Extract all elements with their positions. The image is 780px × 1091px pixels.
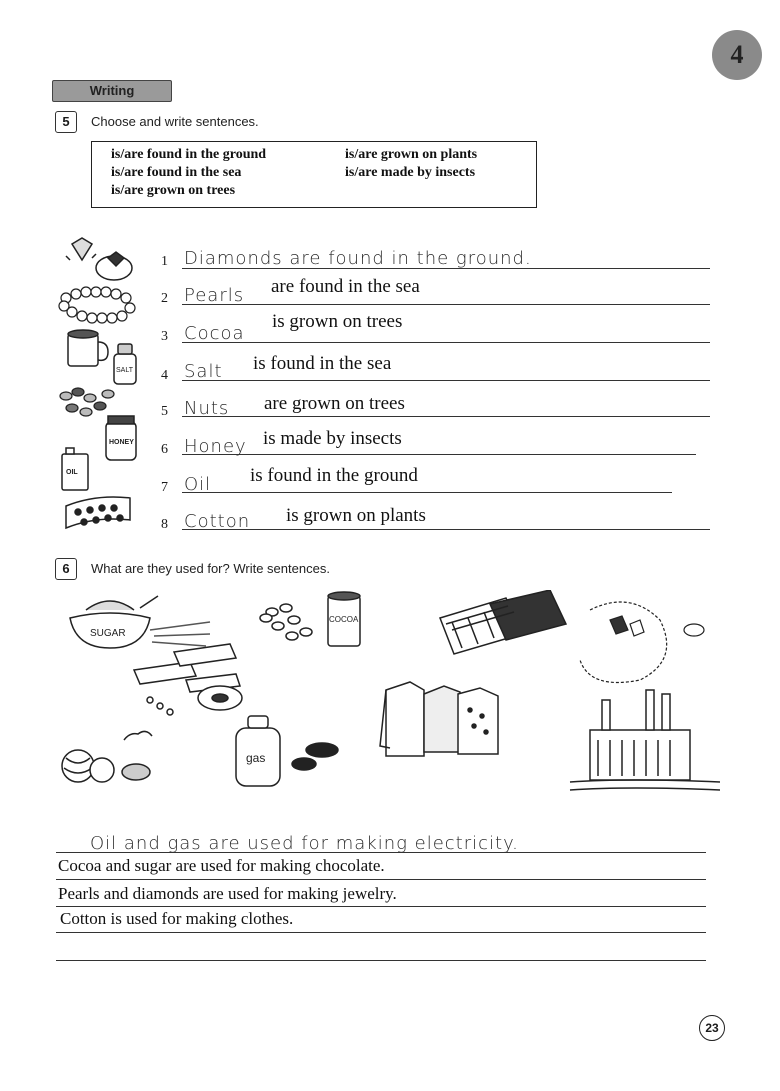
answer-line: [182, 380, 710, 381]
salt-label: SALT: [116, 367, 133, 374]
answer-line: [182, 268, 710, 269]
item-noun: Nuts: [184, 398, 230, 419]
exercise-6-illustrations: [50, 590, 720, 800]
item-number: 1: [161, 254, 168, 269]
answer-text[interactable]: is found in the ground: [250, 465, 418, 486]
phrase: is/are found in the sea: [111, 165, 242, 180]
item-noun: Honey: [184, 436, 247, 457]
answer-line: [56, 932, 706, 933]
item-number: 8: [161, 517, 168, 532]
section-tag: Writing: [52, 80, 172, 102]
answer-line: [56, 852, 706, 853]
exercise-6-instruction: What are they used for? Write sentences.: [91, 561, 330, 576]
jewelry-necklace-icon: [580, 602, 704, 683]
answer-text[interactable]: is grown on trees: [272, 311, 403, 332]
answer-text[interactable]: Cotton is used for making clothes.: [60, 909, 294, 928]
unit-badge: [712, 30, 762, 80]
phrase: is/are grown on trees: [111, 183, 236, 198]
phrase: is/are grown on plants: [345, 147, 478, 162]
honey-label: HONEY: [109, 439, 134, 446]
power-station-icon: [570, 690, 720, 790]
answer-text[interactable]: is found in the sea: [253, 353, 392, 374]
answer-line: [56, 906, 706, 907]
item-number: 6: [161, 442, 168, 457]
sugar-label: SUGAR: [90, 628, 126, 639]
exercise-6-number: 6: [55, 558, 77, 580]
cotton-fabric-icon: [66, 497, 130, 528]
chocolate-bar-icon: [440, 590, 566, 654]
phrase: is/are found in the ground: [111, 147, 267, 162]
honey-jar-icon: [106, 416, 136, 460]
answer-line: [56, 960, 706, 961]
item-noun: Salt: [184, 361, 223, 382]
item-noun: Pearls: [184, 285, 245, 306]
answer-line: [182, 529, 710, 530]
cocoa-tin-icon: [260, 592, 360, 646]
item-number: 3: [161, 329, 168, 344]
answer-text[interactable]: Pearls and diamonds are used for making jewelry.: [58, 884, 397, 903]
exercise-5-illustrations: [52, 236, 144, 546]
answer-text[interactable]: is grown on plants: [286, 505, 426, 526]
answer-text[interactable]: Cocoa and sugar are used for making chocolate.: [58, 856, 385, 875]
item-noun: Cocoa: [184, 323, 245, 344]
item-noun: Oil: [184, 474, 212, 495]
page-number: 23: [699, 1015, 725, 1041]
answer-line: [182, 416, 710, 417]
gas-label: gas: [246, 751, 266, 765]
salt-shaker-icon: [114, 344, 136, 384]
sugar-bowl-icon: [70, 596, 210, 648]
item-number: 5: [161, 404, 168, 419]
gas-canister-icon: [236, 716, 338, 786]
oil-can-icon: [62, 448, 88, 490]
yarn-icon: [62, 731, 152, 782]
answer-text[interactable]: are grown on trees: [264, 393, 405, 414]
answer-text[interactable]: are found in the sea: [271, 276, 420, 297]
nuts-icon: [60, 388, 114, 416]
unit-number: 4: [730, 40, 744, 69]
item-number: 4: [161, 368, 168, 383]
clothes-icon: [380, 682, 498, 756]
phrase: is/are made by insects: [345, 165, 476, 180]
answer-text[interactable]: is made by insects: [263, 428, 402, 449]
gold-bars-icon: [134, 644, 240, 692]
exercise-5-instruction: Choose and write sentences.: [91, 114, 259, 129]
pearl-necklace-icon: [59, 287, 135, 323]
answer-line: [56, 879, 706, 880]
cocoa-mug-icon: [68, 330, 108, 366]
answer-line: [182, 454, 696, 455]
answer-line: [182, 492, 672, 493]
phrase-box: [91, 141, 537, 208]
diamond-ring-icon: [66, 236, 132, 280]
example-sentence: Diamonds are found in the ground.: [184, 248, 532, 269]
item-number: 7: [161, 480, 168, 495]
example-sentence: Oil and gas are used for making electricity.: [90, 833, 519, 854]
answer-line: [182, 304, 710, 305]
cocoa-label: COCOA: [329, 615, 359, 624]
item-noun: Cotton: [184, 511, 251, 532]
exercise-5-number: 5: [55, 111, 77, 133]
answer-line: [182, 342, 710, 343]
item-number: 2: [161, 291, 168, 306]
oil-label: OIL: [66, 469, 78, 476]
